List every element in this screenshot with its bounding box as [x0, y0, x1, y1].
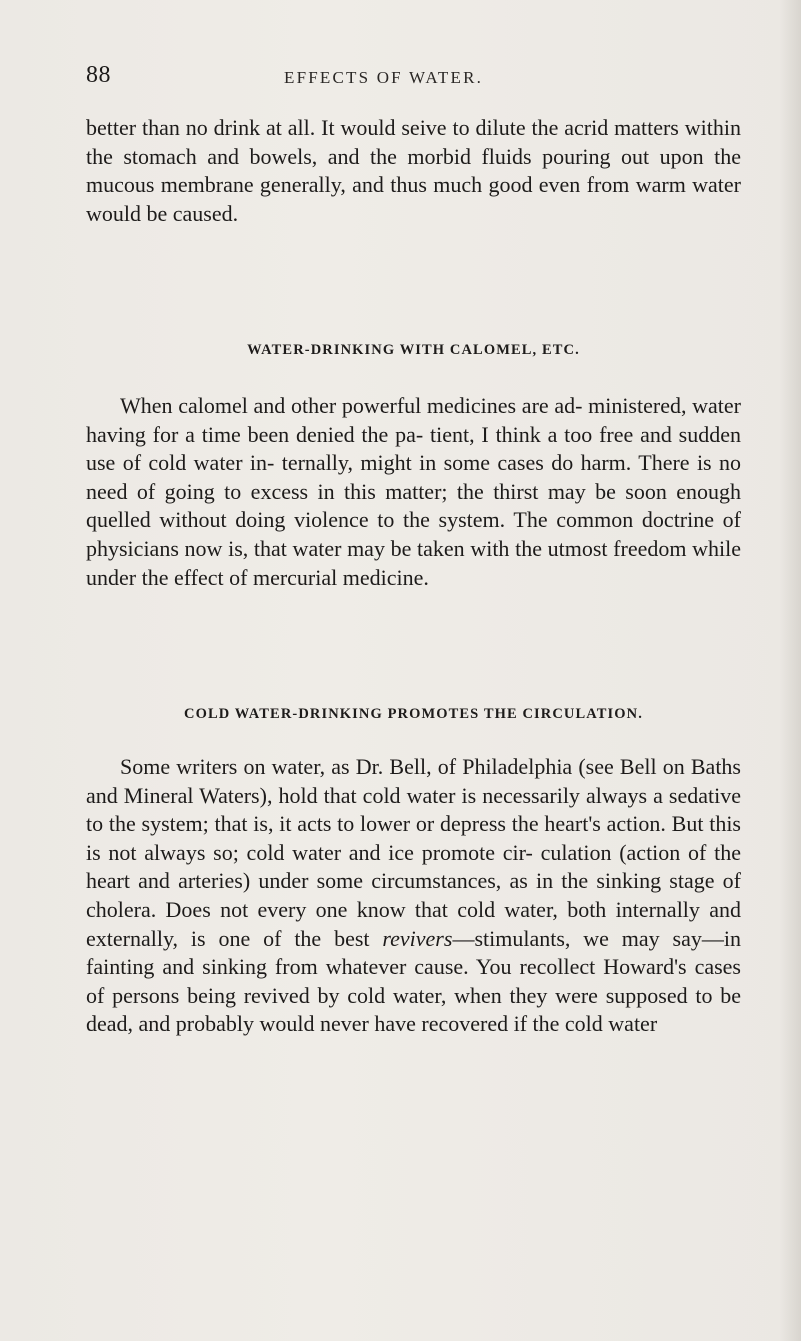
circulation-paragraph [86, 753, 741, 1039]
page-edge-shadow [779, 0, 801, 1341]
italic-revivers: revivers [382, 925, 453, 951]
page-number: 88 [86, 62, 111, 88]
section-heading-circulation: COLD WATER-DRINKING PROMOTES THE CIRCULATION. [184, 706, 643, 722]
opening-paragraph: better than no drink at all. It would seive to dilute the acrid matters within the stomach and bowels, and the morbid fluids pouring out upon the mucous membrane generally, and thus much good even from warm water would be caused. [86, 115, 741, 226]
calomel-paragraph: When calomel and other powerful medicines are ad- ministered, water having for a time been denied the pa- tient, I think a too free and sudden use of cold water in- ternally, might in some cases do harm. There is no need of going to excess in this matter; the thirst may be soon enough quelled without doing violence to the system. The common doctrine of physicians now is, that water may be taken with the utmost freedom while under the effect of mercurial medicine. [86, 393, 741, 590]
section-heading-calomel: WATER-DRINKING WITH CALOMEL, ETC. [247, 342, 580, 358]
circulation-text-start: Some writers on water, as Dr. Bell, of Philadelphia (see Bell on Baths and Mineral Waters), hold that cold water is necessarily always a sedative to the system; that is, it acts to lower or depress the heart's action. But this is not always so; cold water and ice promote cir- culation (action of the heart and arteries) under some circumstances, as in the sinking stage of cholera. Does not every one know that cold water, both internally and externally, is one of the best [86, 754, 741, 951]
circulation-text-end: —stimulants, we may say—in fainting and sinking from whatever cause. You recollect Howard's cases of persons being revived by cold water, when they were supposed to be dead, and probably would never have recovered if the cold water [86, 925, 741, 1037]
running-head [86, 62, 726, 92]
running-title: EFFECTS OF WATER. [284, 68, 484, 87]
